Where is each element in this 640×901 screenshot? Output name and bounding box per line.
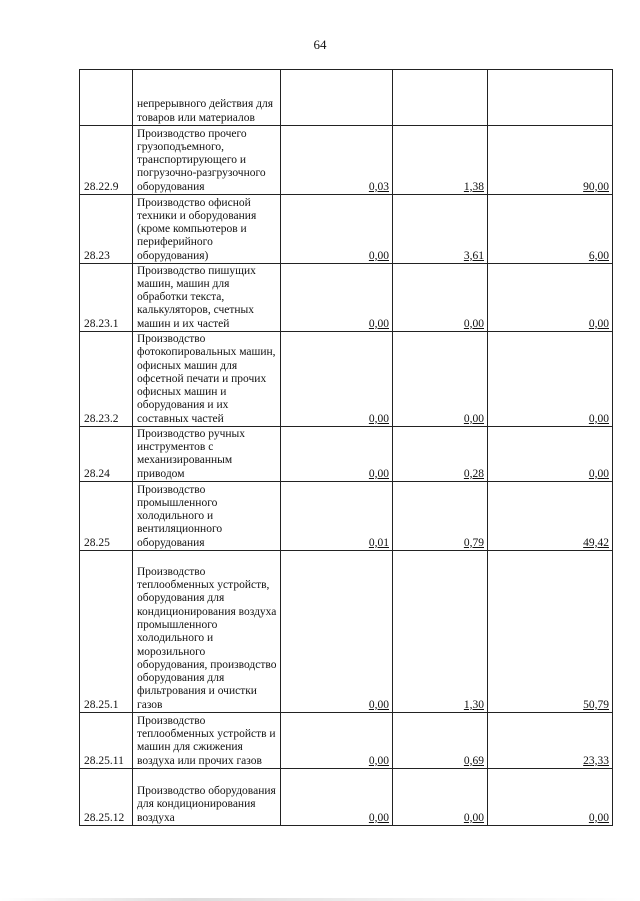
value-col-3: 0,00 <box>488 427 613 482</box>
value-col-3 <box>488 70 613 126</box>
activity-name: Производство промышленного холодильного и вентиляционного оборудования <box>133 482 281 551</box>
value-col-2: 0,00 <box>393 332 488 427</box>
okved-code: 28.25.12 <box>80 769 133 826</box>
value-col-2: 0,00 <box>393 769 488 826</box>
value-col-2 <box>393 70 488 126</box>
activity-name: Производство фотокопировальных машин, офисных машин для офсетной печати и прочих офисных машин и оборудования и их составных частей <box>133 332 281 427</box>
table-row <box>80 427 613 482</box>
value-col-3: 49,42 <box>488 482 613 551</box>
activity-name: Производство теплообменных устройств и машин для сжижения воздуха или прочих газов <box>133 713 281 769</box>
value-col-1 <box>281 70 393 126</box>
table-row <box>80 195 613 264</box>
okved-code: 28.22.9 <box>80 126 133 195</box>
okved-code: 28.25.1 <box>80 551 133 713</box>
table-row <box>80 551 613 713</box>
okved-code: 28.23.2 <box>80 332 133 427</box>
okved-code: 28.25.11 <box>80 713 133 769</box>
okved-code: 28.23.1 <box>80 264 133 332</box>
table-row <box>80 264 613 332</box>
value-col-2: 0,79 <box>393 482 488 551</box>
value-col-1: 0,00 <box>281 769 393 826</box>
value-col-1: 0,00 <box>281 195 393 264</box>
data-table <box>79 69 613 826</box>
table-row <box>80 713 613 769</box>
value-col-1: 0,01 <box>281 482 393 551</box>
table-row <box>80 126 613 195</box>
value-col-1: 0,00 <box>281 264 393 332</box>
table-row <box>80 332 613 427</box>
okved-code: 28.23 <box>80 195 133 264</box>
value-col-2: 1,38 <box>393 126 488 195</box>
page-number: 64 <box>313 37 327 52</box>
value-col-2: 0,28 <box>393 427 488 482</box>
value-col-3: 23,33 <box>488 713 613 769</box>
table-row <box>80 70 613 126</box>
activity-name: Производство теплообменных устройств, оборудования для кондиционирования воздуха промышленного холодильного и морозильного оборудования, производство оборудования для фильтрования и очистки газов <box>133 551 281 713</box>
okved-code <box>80 70 133 126</box>
value-col-2: 3,61 <box>393 195 488 264</box>
table-row <box>80 769 613 826</box>
table-row <box>80 482 613 551</box>
value-col-3: 6,00 <box>488 195 613 264</box>
activity-name: Производство прочего грузоподъемного, транспортирующего и погрузочно-разгрузочного оборудования <box>133 126 281 195</box>
activity-name: Производство ручных инструментов с механизированным приводом <box>133 427 281 482</box>
activity-name: непрерывного действия для товаров или материалов <box>133 70 281 126</box>
value-col-3: 50,79 <box>488 551 613 713</box>
value-col-1: 0,03 <box>281 126 393 195</box>
activity-name: Производство оборудования для кондиционирования воздуха <box>133 769 281 826</box>
value-col-3: 0,00 <box>488 769 613 826</box>
value-col-2: 0,00 <box>393 264 488 332</box>
value-col-1: 0,00 <box>281 427 393 482</box>
value-col-2: 0,69 <box>393 713 488 769</box>
activity-name: Производство офисной техники и оборудования (кроме компьютеров и периферийного оборудования) <box>133 195 281 264</box>
okved-code: 28.24 <box>80 427 133 482</box>
value-col-3: 0,00 <box>488 264 613 332</box>
value-col-3: 0,00 <box>488 332 613 427</box>
okved-code: 28.25 <box>80 482 133 551</box>
value-col-1: 0,00 <box>281 713 393 769</box>
value-col-2: 1,30 <box>393 551 488 713</box>
value-col-3: 90,00 <box>488 126 613 195</box>
value-col-1: 0,00 <box>281 332 393 427</box>
value-col-1: 0,00 <box>281 551 393 713</box>
activity-name: Производство пишущих машин, машин для обработки текста, калькуляторов, счетных машин и их частей <box>133 264 281 332</box>
